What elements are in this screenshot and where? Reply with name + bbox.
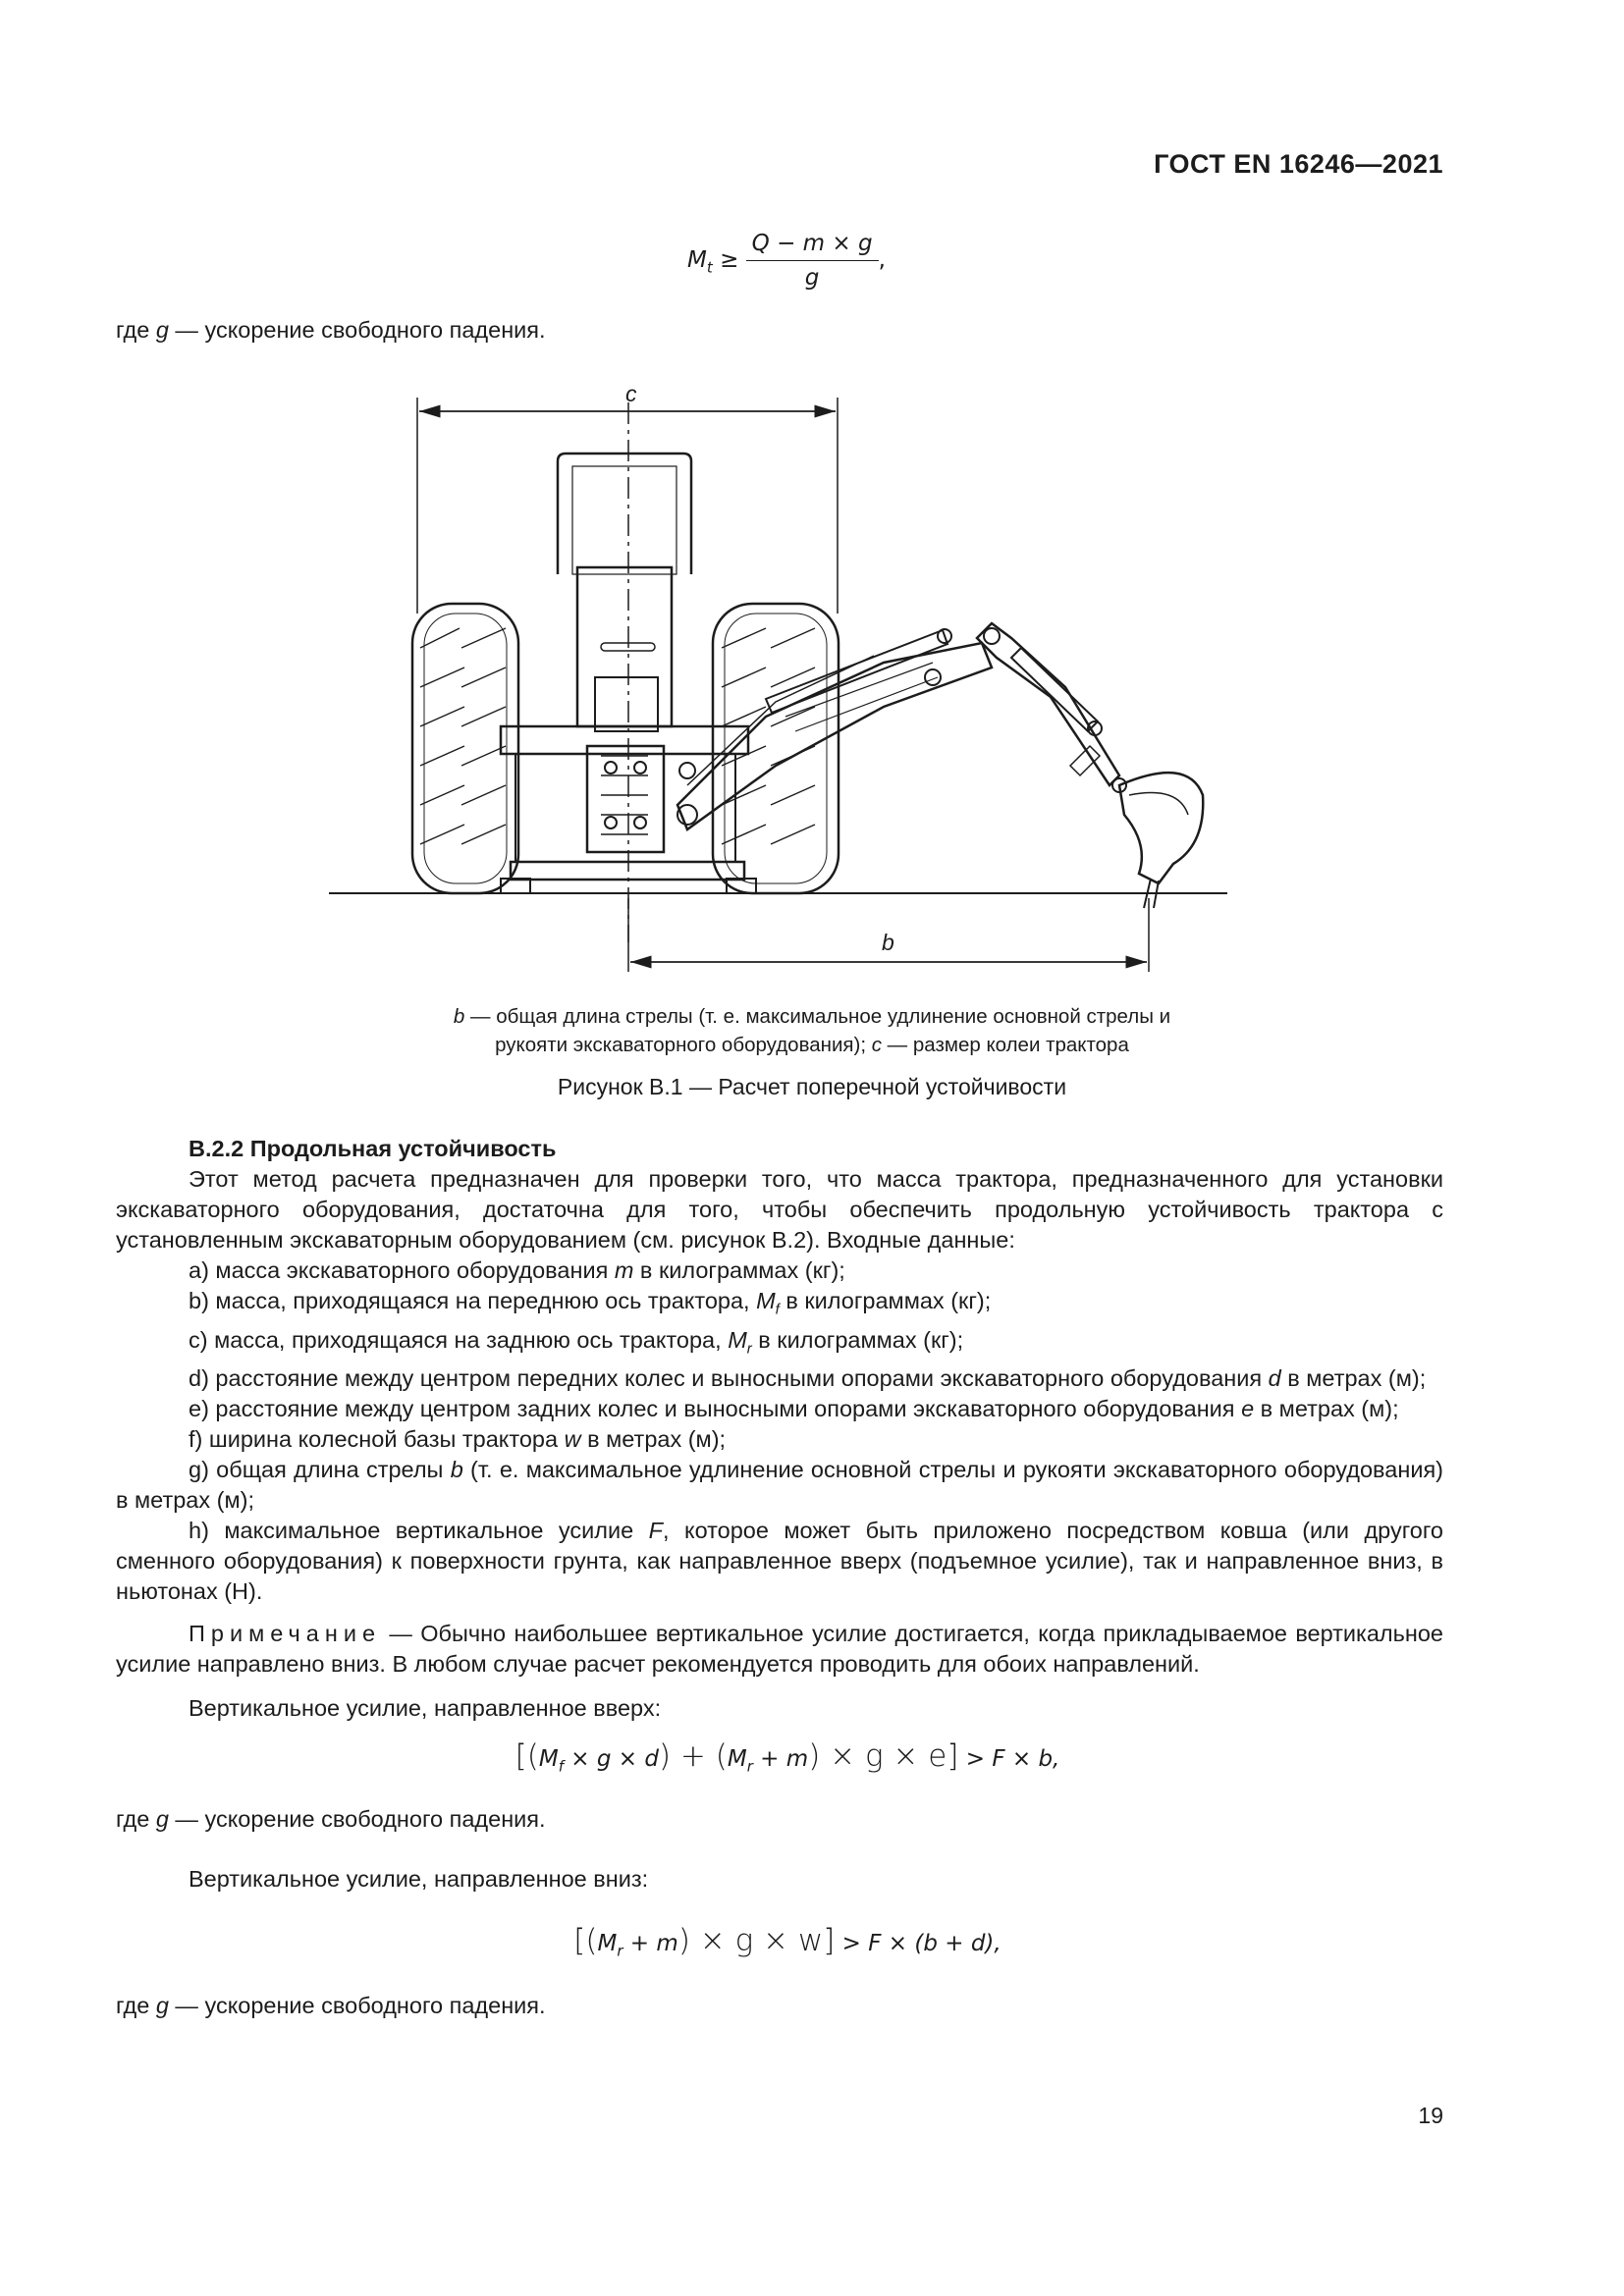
list-item-g: g) общая длина стрелы b (т. е. максимальное удлинение основной стрелы и рукояти экскаваторного оборудования) в метрах (м); <box>116 1457 1443 1514</box>
list-item-f: f) ширина колесной базы трактора w в метрах (м); <box>189 1426 727 1453</box>
formula-downward: $[(M_r + m) \times g \times w] > F \times (b + d)$, <box>573 1922 1001 1960</box>
formula-mt: $M_t$ ≥ $\frac{Q - m \times g}{g}$ , <box>687 231 886 291</box>
note-label: Примечание <box>189 1621 382 1647</box>
figure-legend: b — общая длина стрелы (т. е. максимальное удлинение основной стрелы и рукояти экскаваторного оборудования); c — размер колеи трактора <box>453 1005 1171 1056</box>
document-id: ГОСТ EN 16246—2021 <box>1154 149 1443 179</box>
list-item-h: h) максимальное вертикальное усилие F, которое может быть приложено посредством ковша (или другого сменного оборудования) к поверхности грунта, как направленное вверх (подъемное усилие), так и направленное вниз, в ньютонах (Н). <box>116 1518 1443 1605</box>
list-item-e: e) расстояние между центром задних колес и выносными опорами экскаваторного оборудования e в метрах (м); <box>189 1396 1399 1422</box>
list-item-d: d) расстояние между центром передних колес и выносными опорами экскаваторного оборудования d в метрах (м); <box>189 1365 1427 1392</box>
label-b: b <box>882 930 894 955</box>
label-c: c <box>625 381 637 406</box>
section-body <box>116 1134 1443 2021</box>
tractor-figure <box>0 373 1624 1001</box>
where-g-line-2: где g — ускорение свободного падения. <box>116 1805 546 1832</box>
section-heading: В.2.2 Продольная устойчивость <box>189 1136 557 1161</box>
list-item-a: a) масса экскаваторного оборудования m в килограммах (кг); <box>189 1257 845 1283</box>
section-intro: Этот метод расчета предназначен для проверки того, что масса трактора, предназначенного для установки экскаваторного оборудования, достаточна для того, чтобы обеспечить продольную устойчивость трактора с установленным экскаваторным оборудованием (см. рисунок В.2). Входные данные: <box>116 1166 1443 1253</box>
list-item-b: b) масса, приходящаяся на переднюю ось трактора, $M_f$ в килограммах (кг); <box>189 1288 992 1318</box>
where-g-line-3: где g — ускорение свободного падения. <box>116 1992 546 2018</box>
downward-label: Вертикальное усилие, направленное вниз: <box>189 1865 649 1892</box>
upward-label: Вертикальное усилие, направленное вверх: <box>189 1695 662 1722</box>
fraction: $\frac{Q - m \times g}{g}$ <box>746 231 879 291</box>
page-number: 19 <box>1418 2103 1443 2128</box>
list-item-c: c) масса, приходящаяся на заднюю ось трактора, $M_r$ в килограммах (кг); <box>189 1326 964 1358</box>
where-g-line: где g — ускорение свободного падения. <box>116 317 546 343</box>
formula-upward: $[(M_f \times g \times d) + (M_r + m) \times g \times e] > F \times b$, <box>514 1738 1060 1776</box>
note: Примечание — Обычно наибольшее вертикальное усилие достигается, когда прикладываемое вертикальное усилие направлено вниз. В любом случае расчет рекомендуется проводить для обоих направлений. <box>116 1621 1443 1678</box>
figure-title: Рисунок В.1 — Расчет поперечной устойчивости <box>557 1074 1067 1099</box>
